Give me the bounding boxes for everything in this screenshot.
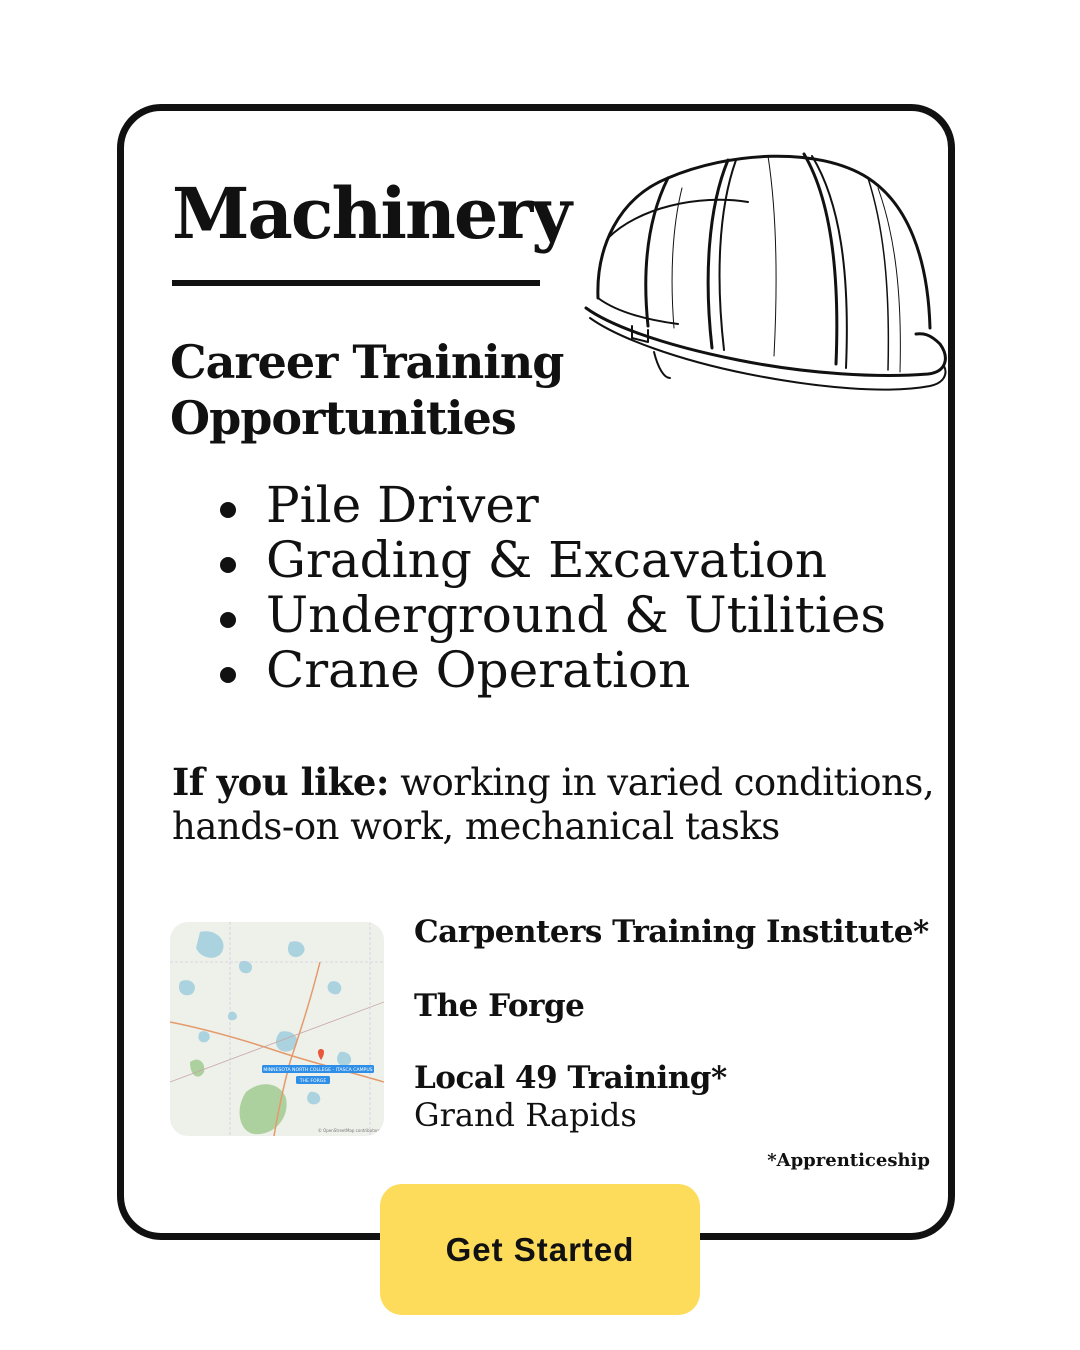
career-list <box>220 478 886 698</box>
apprenticeship-footnote: *Apprenticeship <box>767 1150 930 1171</box>
map-forge-label: THE FORGE <box>299 1079 327 1084</box>
section-subtitle: Career Training Opportunities <box>170 335 564 445</box>
career-item: Underground & Utilities <box>220 588 886 643</box>
get-started-button[interactable]: Get Started <box>380 1184 700 1315</box>
location-city: Grand Rapids <box>414 1096 637 1134</box>
hard-hat-icon <box>578 138 950 434</box>
interests-text <box>172 760 952 849</box>
career-item: Crane Operation <box>220 643 886 698</box>
location-carpenters: Carpenters Training Institute* <box>414 914 929 950</box>
map-attribution: © OpenStreetMap contributors <box>317 1128 380 1133</box>
career-item: Grading & Excavation <box>220 533 886 588</box>
interests-detail: working in varied conditions, hands-on work, mechanical tasks <box>172 761 935 848</box>
location-local49: Local 49 Training* <box>414 1060 727 1096</box>
map-campus-label: MINNESOTA NORTH COLLEGE - ITASCA CAMPUS <box>263 1068 373 1073</box>
location-forge: The Forge <box>414 988 585 1024</box>
interests-lead: If you like: <box>172 760 390 804</box>
career-item: Pile Driver <box>220 478 886 533</box>
page-title: Machinery <box>172 172 570 255</box>
title-underline <box>172 280 540 286</box>
location-map[interactable] <box>170 922 384 1136</box>
